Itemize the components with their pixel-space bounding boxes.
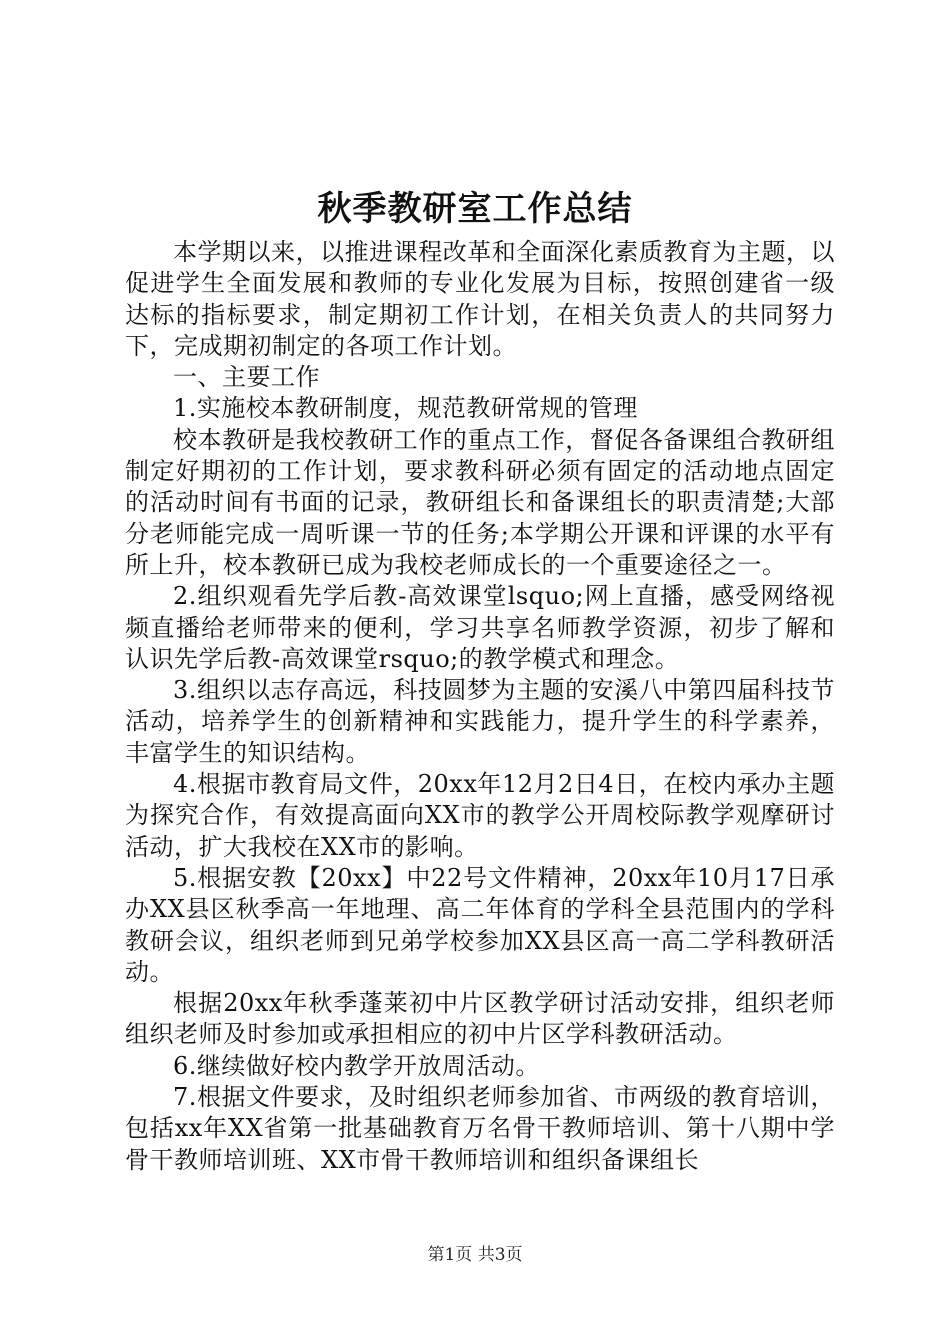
item-7: 7.根据文件要求，及时组织老师参加省、市两级的教育培训，包括xx年XX省第一批基础教育万名骨干教师培训、第十八期中学骨干教师培训班、XX市骨干教师培训和组织备课组长 (125, 1083, 835, 1174)
item-6: 6.继续做好校内教学开放周活动。 (173, 1051, 540, 1080)
section-heading-main-work: 一、主要工作 (173, 363, 320, 392)
paragraph-penglai-activity: 根据20xx年秋季蓬莱初中片区教学研讨活动安排，组织老师组织老师及时参加或承担相应的初中片区学科教研活动。 (125, 989, 835, 1049)
item-3: 3.组织以志存高远，科技圆梦为主题的安溪八中第四届科技节活动，培养学生的创新精神和实践能力，提升学生的科学素养，丰富学生的知识结构。 (125, 676, 835, 767)
paragraph-intro: 本学期以来，以推进课程改革和全面深化素质教育为主题，以促进学生全面发展和教师的专业化发展为目标，按照创建省一级达标的指标要求，制定期初工作计划，在相关负责人的共同努力下，完成期初制定的各项工作计划。 (125, 238, 835, 360)
paragraph-school-research: 校本教研是我校教研工作的重点工作，督促各备课组合教研组制定好期初的工作计划，要求教科研必须有固定的活动地点固定的活动时间有书面的记录，教研组长和备课组长的职责清楚;大部分老师能完成一周听课一节的任务;本学期公开课和评课的水平有所上升，校本教研已成为我校老师成长的一个重要途径之一。 (125, 425, 835, 579)
item-5: 5.根据安教【20xx】中22号文件精神，20xx年10月17日承办XX县区秋季高一年地理、高二年体育的学科全县范围内的学科教研会议，组织老师到兄弟学校参加XX县区高一高二学科教研活动。 (125, 863, 835, 986)
page-number: 第1页 共3页 (427, 1245, 523, 1265)
item-2: 2.组织观看先学后教-高效课堂lsquo;网上直播，感受网络视频直播给老师带来的便利，学习共享名师教学资源，初步了解和认识先学后教-高效课堂rsquo;的教学模式和理念。 (125, 582, 835, 673)
document-body (125, 237, 835, 1176)
item-4: 4.根据市教育局文件，20xx年12月2日4日，在校内承办主题为探究合作，有效提高面向XX市的教学公开周校际教学观摩研讨活动，扩大我校在XX市的影响。 (125, 770, 835, 861)
document-title: 秋季教研室工作总结 (317, 189, 633, 229)
item-heading-1: 1.实施校本教研制度，规范教研常规的管理 (173, 394, 638, 423)
